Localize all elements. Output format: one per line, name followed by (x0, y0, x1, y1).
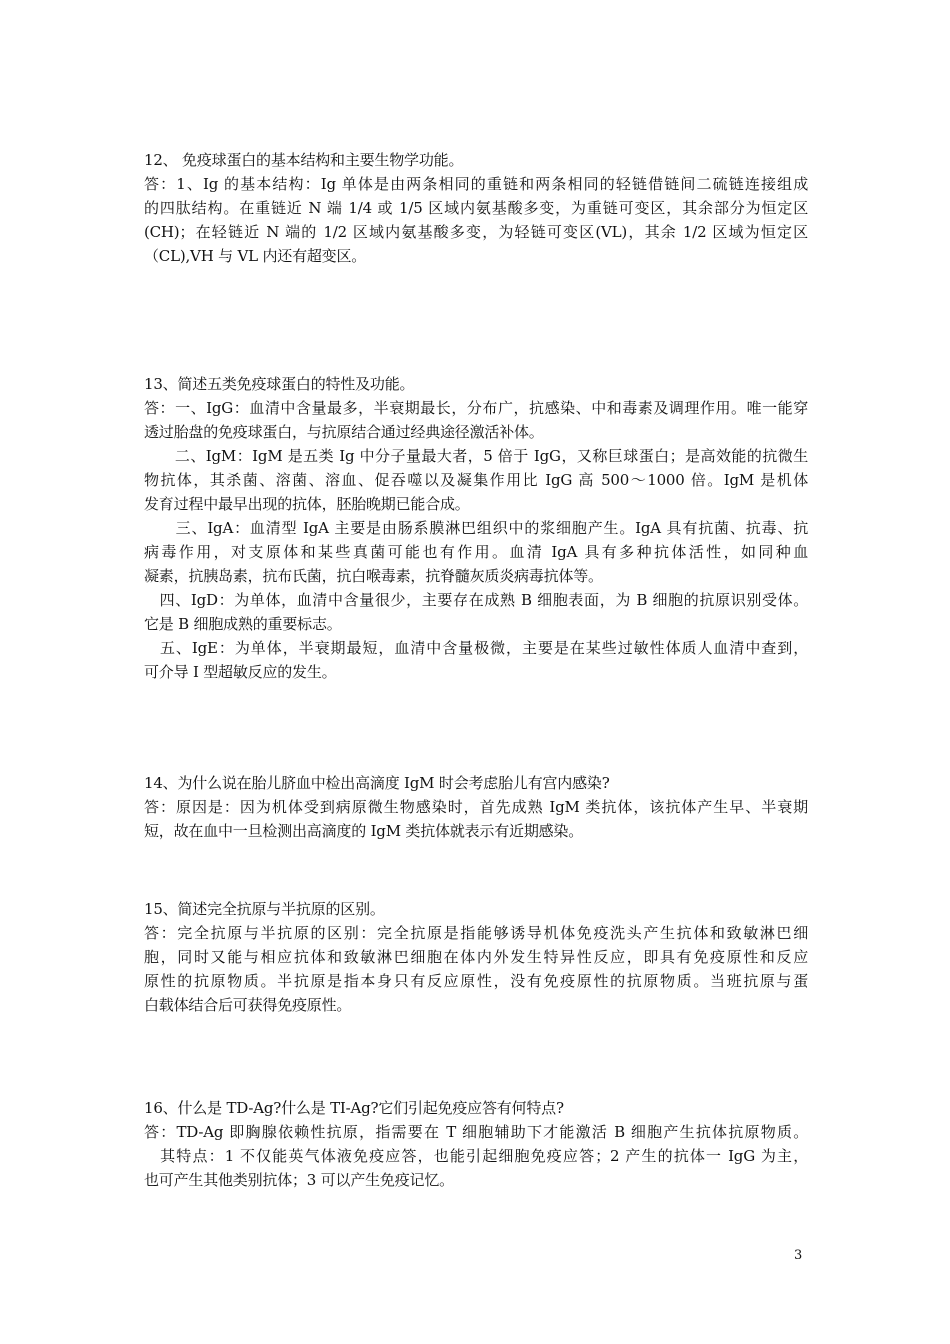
answer-line: 病毒作用，对支原体和某些真菌可能也有作用。血清 IgA 具有多种抗体活性，如同种血 (144, 543, 808, 561)
section-q15 (144, 897, 808, 1017)
answer-line: 答：原因是：因为机体受到病原微生物感染时，首先成熟 IgM 类抗体，该抗体产生早、半衰期 (144, 798, 808, 816)
question-heading: 14、为什么说在胎儿脐血中检出高滴度 IgM 时会考虑胎儿有宫内感染? (144, 774, 610, 792)
answer-line: 可介导 I 型超敏反应的发生。 (144, 663, 337, 681)
answer-line: 三、IgA：血清型 IgA 主要是由肠系膜淋巴组织中的浆细胞产生。IgA 具有抗菌、抗毒、抗 (144, 519, 808, 537)
answer-line: 的四肽结构。在重链近 N 端 1/4 或 1/5 区域内氨基酸多变，为重链可变区，其余部分为恒定区 (144, 199, 808, 217)
answer-line: 凝素，抗胰岛素，抗布氏菌，抗白喉毒素，抗脊髓灰质炎病毒抗体等。 (144, 567, 603, 585)
question-heading: 13、简述五类免疫球蛋白的特性及功能。 (144, 375, 415, 393)
question-heading: 15、简述完全抗原与半抗原的区别。 (144, 900, 385, 918)
answer-line: (CH)；在轻链近 N 端的 1/2 区域内氨基酸多变，为轻链可变区(VL)，其余 1/2 区域为恒定区 (144, 223, 808, 241)
answer-line: 答：一、IgG：血清中含量最多，半衰期最长，分布广，抗感染、中和毒素及调理作用。唯一能穿 (144, 399, 808, 417)
answer-line: 答：完全抗原与半抗原的区别：完全抗原是指能够诱导机体免疫洗头产生抗体和致敏淋巴细 (144, 924, 808, 942)
answer-line: 五、IgE：为单体，半衰期最短，血清中含量极微，主要是在某些过敏性体质人血清中查到， (144, 639, 808, 657)
answer-line: 发育过程中最早出现的抗体，胚胎晚期已能合成。 (144, 495, 470, 513)
question-heading: 16、什么是 TD-Ag?什么是 TI-Ag?它们引起免疫应答有何特点? (144, 1099, 564, 1117)
section-q14 (144, 771, 808, 843)
answer-line: （CL),VH 与 VL 内还有超变区。 (144, 247, 367, 265)
answer-line: 二、IgM：IgM 是五类 Ig 中分子量最大者，5 倍于 IgG，又称巨球蛋白；是高效能的抗微生 (144, 447, 808, 465)
question-heading: 12、 免疫球蛋白的基本结构和主要生物学功能。 (144, 151, 464, 169)
section-q16 (144, 1096, 808, 1192)
answer-line: 四、IgD：为单体，血清中含量很少，主要存在成熟 B 细胞表面，为 B 细胞的抗原识别受体。 (144, 591, 808, 609)
answer-line: 物抗体，其杀菌、溶菌、溶血、促吞噬以及凝集作用比 IgG 高 500～1000 倍。IgM 是机体 (144, 471, 808, 489)
answer-line: 答：TD-Ag 即胸腺依赖性抗原，指需要在 T 细胞辅助下才能激活 B 细胞产生抗体抗原物质。 (144, 1123, 808, 1141)
answer-line: 透过胎盘的免疫球蛋白，与抗原结合通过经典途径激活补体。 (144, 423, 544, 441)
answer-line: 它是 B 细胞成熟的重要标志。 (144, 615, 342, 633)
answer-line: 胞，同时又能与相应抗体和致敏淋巴细胞在体内外发生特异性反应，即具有免疫原性和反应 (144, 948, 808, 966)
answer-line: 答：1、Ig 的基本结构：Ig 单体是由两条相同的重链和两条相同的轻链借链间二硫链连接组成 (144, 175, 808, 193)
answer-line: 白载体结合后可获得免疫原性。 (144, 996, 352, 1014)
page-number: 3 (794, 1248, 803, 1263)
section-q12 (144, 148, 808, 268)
answer-line: 原性的抗原物质。半抗原是指本身只有反应原性，没有免疫原性的抗原物质。当班抗原与蛋 (144, 972, 808, 990)
answer-line: 短，故在血中一旦检测出高滴度的 IgM 类抗体就表示有近期感染。 (144, 822, 584, 840)
section-q13 (144, 372, 808, 684)
answer-line: 其特点：1 不仅能英气体液免疫应答，也能引起细胞免疫应答；2 产生的抗体一 IgG 为主， (144, 1147, 808, 1165)
answer-line: 也可产生其他类别抗体；3 可以产生免疫记忆。 (144, 1171, 454, 1189)
